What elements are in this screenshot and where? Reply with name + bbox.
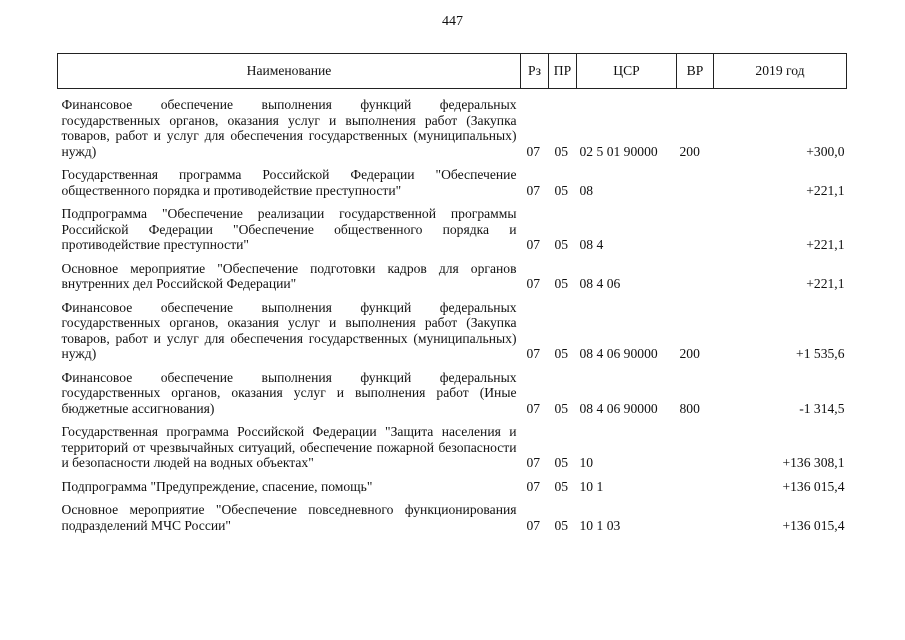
row-csr: 10 1 [579,478,604,494]
table-row [58,424,847,471]
row-pr: 05 [554,400,569,416]
row-rz: 07 [526,346,541,361]
row-csr: 10 1 03 [579,517,621,533]
table-body [58,89,847,534]
row-sum: +136 015,4 [782,478,845,494]
row-pr: 05 [554,478,569,494]
row-pr: 05 [554,517,569,533]
row-csr: 02 5 01 90000 [579,143,658,159]
row-vr [677,206,714,253]
row-sum: +136 015,4 [782,517,845,533]
row-rz: 07 [526,455,541,470]
row-rz: 07 [526,400,541,416]
row-name: Подпрограмма "Предупреждение, спасение, помощь" [61,478,373,494]
row-vr [677,261,714,292]
table-row [58,502,847,533]
table-row [58,167,847,198]
row-pr: 05 [554,237,569,252]
row-vr [677,167,714,198]
row-rz: 07 [526,276,541,291]
row-pr: 05 [554,346,569,361]
row-csr: 08 4 06 90000 [579,400,658,416]
table-row [58,206,847,253]
table-row [58,370,847,417]
budget-table [57,53,847,533]
row-vr: 200 [679,346,700,361]
row-name: Государственная программа Российской Федерации "Обеспечение общественного порядка и противодействие преступности" [61,167,517,198]
table-header [58,54,847,89]
row-rz: 07 [526,143,541,159]
row-rz: 07 [526,182,541,198]
table-row [58,479,847,495]
row-sum: +136 308,1 [782,455,845,470]
header-pr: ПР [549,54,577,89]
row-pr: 05 [554,143,569,159]
row-vr [677,424,714,471]
row-name: Финансовое обеспечение выполнения функций федеральных государственных органов, оказания услуг и выполнения работ (Иные бюджетные ассигнования) [61,369,517,416]
row-csr: 08 4 [579,237,604,252]
row-sum: -1 314,5 [799,400,845,416]
row-csr: 08 4 06 [579,276,621,291]
page-number: 447 [442,14,463,29]
row-sum: +221,1 [806,182,845,198]
row-vr: 800 [679,400,700,416]
header-year: 2019 год [714,54,847,89]
row-sum: +300,0 [806,143,845,159]
table-row [58,261,847,292]
row-pr: 05 [554,276,569,291]
row-csr: 10 [579,455,594,470]
row-sum: +221,1 [806,237,845,252]
row-sum: +221,1 [806,276,845,291]
row-rz: 07 [526,237,541,252]
table-row [58,300,847,362]
row-name: Финансовое обеспечение выполнения функций федеральных государственных органов, оказания услуг и выполнения работ (Закупка товаров, работ и услуг для обеспечения государственных (муниципальных) нужд) [61,299,517,361]
row-name: Финансовое обеспечение выполнения функций федеральных государственных органов, оказания услуг и выполнения работ (Закупка товаров, работ и услуг для обеспечения государственных (муниципальных) нужд) [61,97,517,159]
header-name: Наименование [58,54,521,89]
row-vr [677,502,714,533]
row-rz: 07 [526,517,541,533]
row-vr [677,479,714,495]
row-vr: 200 [679,143,700,159]
row-name: Основное мероприятие "Обеспечение подготовки кадров для органов внутренних дел Российской Федерации" [61,260,517,291]
row-name: Основное мероприятие "Обеспечение повседневного функционирования подразделений МЧС России" [61,502,517,533]
row-csr: 08 [579,182,594,198]
row-sum: +1 535,6 [796,346,845,361]
header-vr: ВР [677,54,714,89]
row-pr: 05 [554,455,569,470]
table-row [58,97,847,159]
row-name: Государственная программа Российской Федерации "Защита населения и территорий от чрезвычайных ситуаций, обеспечение пожарной безопасности и безопасности людей на водных объектах" [61,424,517,470]
header-rz: Рз [521,54,549,89]
header-csr: ЦСР [577,54,677,89]
row-rz: 07 [526,478,541,494]
row-pr: 05 [554,182,569,198]
row-csr: 08 4 06 90000 [579,346,658,361]
row-name: Подпрограмма "Обеспечение реализации государственной программы Российской Федерации "Обеспечение общественного порядка и противодействие преступности" [61,206,517,252]
